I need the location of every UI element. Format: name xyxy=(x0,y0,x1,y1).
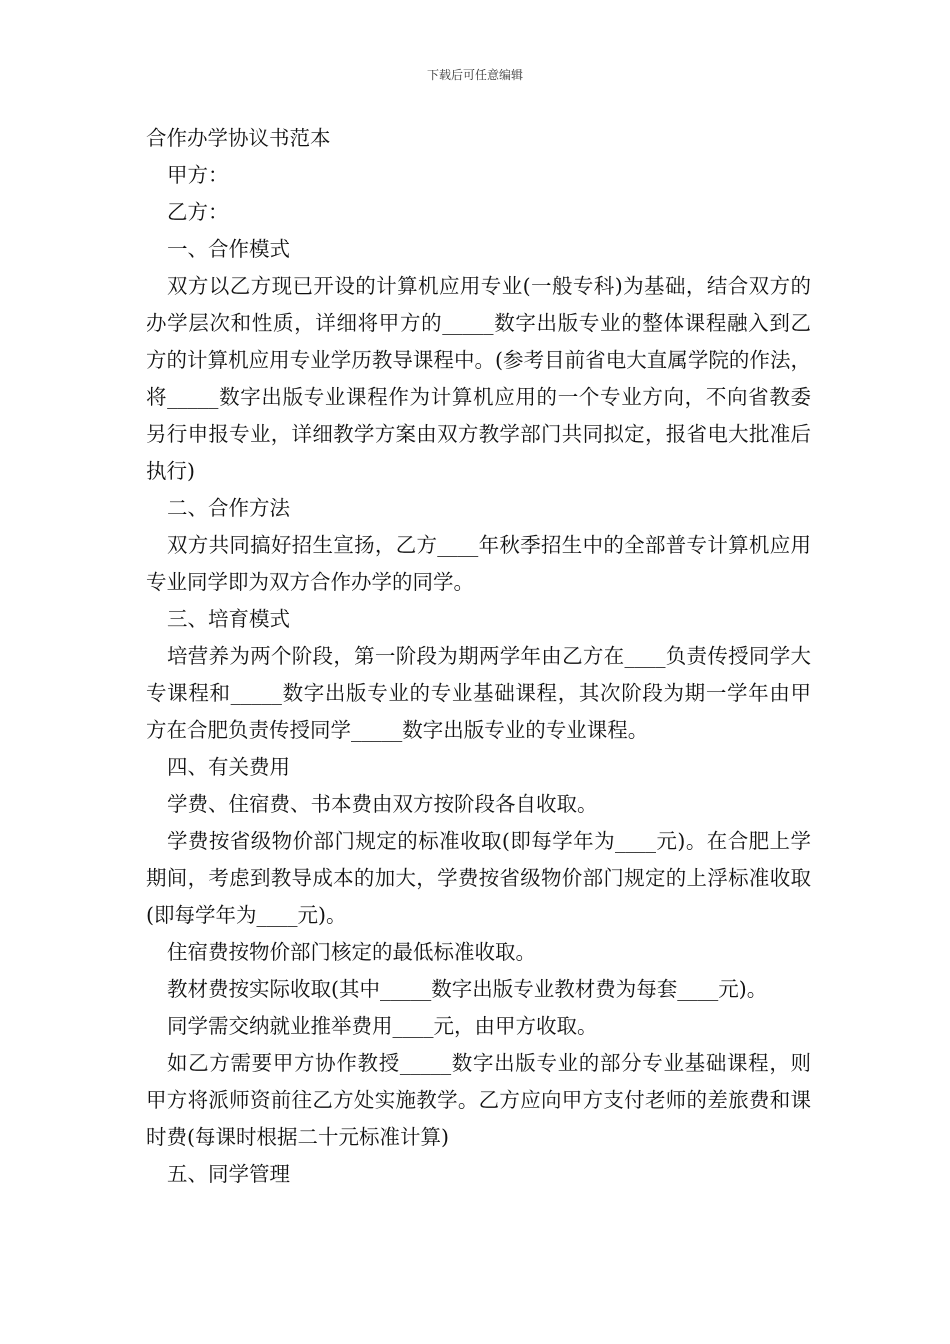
paragraph-cooperation-method: 双方共同搞好招生宣扬，乙方____年秋季招生中的全部普专计算机应用专业同学即为双方合作办学的同学。 xyxy=(146,533,811,594)
paragraph-fees-intro: 学费、住宿费、书本费由双方按阶段各自收取。 xyxy=(167,792,598,816)
paragraph-textbooks: 教材费按实际收取(其中_____数字出版专业教材费为每套____元)。 xyxy=(167,977,768,1001)
paragraph-cooperation-mode: 双方以乙方现已开设的计算机应用专业(一般专科)为基础，结合双方的办学层次和性质，详细将甲方的_____数字出版专业的整体课程融入到乙方的计算机应用专业学历教导课程中。(参考目前省电大直属学院的作法，将_____数字出版专业课程作为计算机应用的一个专业方向，不向省教委另行申报专业，详细教学方案由双方教学部门共同拟定，报省电大批准后执行) xyxy=(146,274,811,483)
section-heading-5: 五、同学管理 xyxy=(167,1162,290,1186)
section-heading-1: 一、合作模式 xyxy=(167,237,290,261)
section-heading-4: 四、有关费用 xyxy=(167,755,290,779)
paragraph-teaching-support: 如乙方需要甲方协作教授_____数字出版专业的部分专业基础课程，则甲方将派师资前往乙方处实施教学。乙方应向甲方支付老师的差旅费和课时费(每课时根据二十元标准计算) xyxy=(146,1051,811,1149)
document-title: 合作办学协议书范本 xyxy=(146,126,331,150)
section-heading-3: 三、培育模式 xyxy=(167,607,290,631)
paragraph-training-mode: 培营养为两个阶段，第一阶段为期两学年由乙方在____负责传授同学大专课程和_____数字出版专业的专业基础课程，其次阶段为期一学年由甲方在合肥负责传授同学_____数字出版专业的专业课程。 xyxy=(146,644,811,742)
party-a-line: 甲方： xyxy=(167,163,229,187)
paragraph-employment-fee: 同学需交纳就业推举费用____元，由甲方收取。 xyxy=(167,1014,598,1038)
document-body xyxy=(146,120,811,1193)
paragraph-tuition: 学费按省级物价部门规定的标准收取(即每学年为____元)。在合肥上学期间，考虑到教导成本的加大，学费按省级物价部门规定的上浮标准收取(即每学年为____元)。 xyxy=(146,829,811,927)
header-note: 下载后可任意编辑 xyxy=(426,68,523,82)
paragraph-accommodation: 住宿费按物价部门核定的最低标准收取。 xyxy=(167,940,536,964)
section-heading-2: 二、合作方法 xyxy=(167,496,290,520)
party-b-line: 乙方： xyxy=(167,200,229,224)
